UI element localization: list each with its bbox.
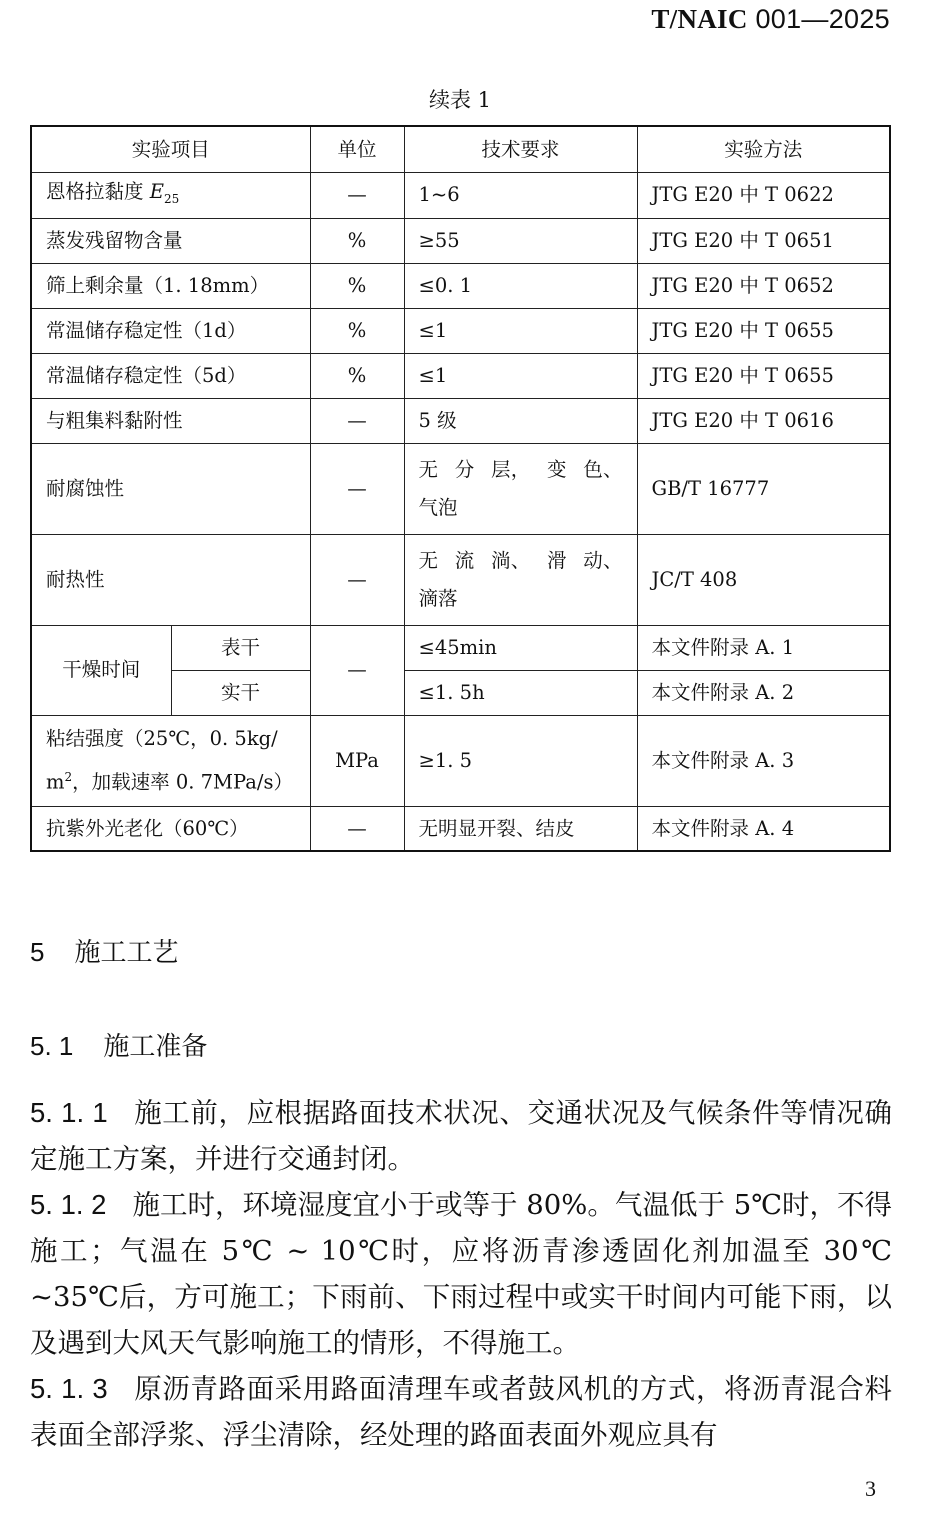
section-title: 施工工艺 — [74, 938, 179, 968]
method-cell: JTG E20 中 T 0622 — [637, 173, 890, 219]
item-cell: 耐热性 — [31, 534, 310, 625]
clause-number: 5. 1. 3 — [30, 1373, 108, 1404]
method-cell: JTG E20 中 T 0651 — [637, 218, 890, 263]
unit-cell: % — [310, 263, 404, 308]
method-cell: 本文件附录 A. 4 — [637, 806, 890, 851]
section-title: 施工准备 — [103, 1032, 208, 1062]
requirement-cell: 无 分 层， 变 色、气泡 — [404, 443, 637, 534]
requirement-cell: ≤1. 5h — [404, 670, 637, 715]
table-row — [31, 398, 890, 443]
item-superscript: 2 — [64, 770, 73, 785]
section-number: 5 — [30, 937, 45, 967]
requirement-cell: 5 级 — [404, 398, 637, 443]
col-header-item: 实验项目 — [31, 126, 310, 173]
table-row — [31, 534, 890, 625]
standard-code — [651, 4, 890, 35]
method-cell: 本文件附录 A. 1 — [637, 625, 890, 670]
clause-number: 5. 1. 1 — [30, 1097, 108, 1128]
method-cell: JTG E20 中 T 0652 — [637, 263, 890, 308]
unit-cell: MPa — [310, 715, 404, 806]
clause-text: 施工时，环境湿度宜小于或等于 80%。气温低于 5℃时，不得施工；气温在 5℃ ~ 10℃时，应将沥青渗透固化剂加温至 30℃ ~35℃后，方可施工；下雨前、下雨过程中或实干时间内可能下雨，以及遇到大风天气影响施工的情形，不得施工。 — [30, 1189, 892, 1359]
col-header-method: 实验方法 — [637, 126, 890, 173]
table-row — [31, 308, 890, 353]
item-cell: 常温储存稳定性（1d） — [31, 308, 310, 353]
unit-cell: — — [310, 806, 404, 851]
clause-list — [30, 1090, 892, 1458]
unit-cell: — — [310, 398, 404, 443]
table-row — [31, 353, 890, 398]
page-number: 3 — [865, 1476, 876, 1501]
method-cell: 本文件附录 A. 2 — [637, 670, 890, 715]
item-text-line2: m — [46, 770, 65, 794]
item-text: 恩格拉黏度 — [46, 180, 150, 203]
requirement-cell: ≤45min — [404, 625, 637, 670]
item-cell: 耐腐蚀性 — [31, 443, 310, 534]
requirement-cell: ≥1. 5 — [404, 715, 637, 806]
method-cell: JTG E20 中 T 0655 — [637, 353, 890, 398]
item-cell: 蒸发残留物含量 — [31, 218, 310, 263]
unit-cell: — — [310, 443, 404, 534]
item-variable: E — [149, 180, 164, 203]
table-row-uv-aging — [31, 806, 890, 851]
spec-table — [30, 125, 891, 852]
requirement-cell: ≤1 — [404, 308, 637, 353]
clause-text: 原沥青路面采用路面清理车或者鼓风机的方式，将沥青混合料表面全部浮浆、浮尘清除，经处理的路面表面外观应具有 — [30, 1373, 892, 1451]
table-header-row — [31, 126, 890, 173]
clause-paragraph — [30, 1090, 892, 1182]
requirement-cell: 1~6 — [404, 173, 637, 219]
section-heading-5 — [30, 932, 178, 969]
method-cell: JTG E20 中 T 0616 — [637, 398, 890, 443]
table-row — [31, 263, 890, 308]
requirement-cell: 无 流 淌、 滑 动、滴落 — [404, 534, 637, 625]
requirement-cell: ≤1 — [404, 353, 637, 398]
col-header-requirement: 技术要求 — [404, 126, 637, 173]
standard-number: 001—2025 — [747, 4, 890, 34]
item-cell: 抗紫外光老化（60℃） — [31, 806, 310, 851]
item-text-line2-rest: ，加载速率 0. 7MPa/s） — [72, 770, 293, 794]
item-cell: 与粗集料黏附性 — [31, 398, 310, 443]
sub-item-cell: 实干 — [171, 670, 310, 715]
unit-cell: % — [310, 308, 404, 353]
unit-cell: — — [310, 173, 404, 219]
table-row — [31, 218, 890, 263]
standard-prefix: T/NAIC — [651, 4, 748, 34]
item-cell — [31, 173, 310, 219]
section-heading-5-1 — [30, 1026, 207, 1063]
item-subscript: 25 — [163, 191, 180, 206]
item-cell-drying-time: 干燥时间 — [31, 625, 171, 715]
method-cell: GB/T 16777 — [637, 443, 890, 534]
method-cell: JTG E20 中 T 0655 — [637, 308, 890, 353]
clause-number: 5. 1. 2 — [30, 1189, 107, 1220]
table-row — [31, 443, 890, 534]
table-row-drying-surface — [31, 625, 890, 670]
clause-paragraph — [30, 1182, 892, 1366]
requirement-cell: 无明显开裂、结皮 — [404, 806, 637, 851]
requirement-cell: ≥55 — [404, 218, 637, 263]
clause-paragraph — [30, 1366, 892, 1458]
item-cell: 常温储存稳定性（5d） — [31, 353, 310, 398]
table-row — [31, 173, 890, 219]
method-cell: JC/T 408 — [637, 534, 890, 625]
unit-cell: % — [310, 218, 404, 263]
col-header-unit: 单位 — [310, 126, 404, 173]
table-row-bond-strength — [31, 715, 890, 806]
unit-cell: — — [310, 534, 404, 625]
unit-cell: % — [310, 353, 404, 398]
method-cell: 本文件附录 A. 3 — [637, 715, 890, 806]
item-text-line1: 粘结强度（25℃，0. 5kg/ — [46, 727, 278, 751]
item-cell: 筛上剩余量（1. 18mm） — [31, 263, 310, 308]
table-caption: 续表 1 — [428, 88, 492, 112]
item-cell — [31, 715, 310, 806]
sub-item-cell: 表干 — [171, 625, 310, 670]
section-number: 5. 1 — [30, 1031, 74, 1061]
requirement-cell: ≤0. 1 — [404, 263, 637, 308]
unit-cell: — — [310, 625, 404, 715]
clause-text: 施工前，应根据路面技术状况、交通状况及气候条件等情况确定施工方案，并进行交通封闭。 — [30, 1097, 892, 1175]
